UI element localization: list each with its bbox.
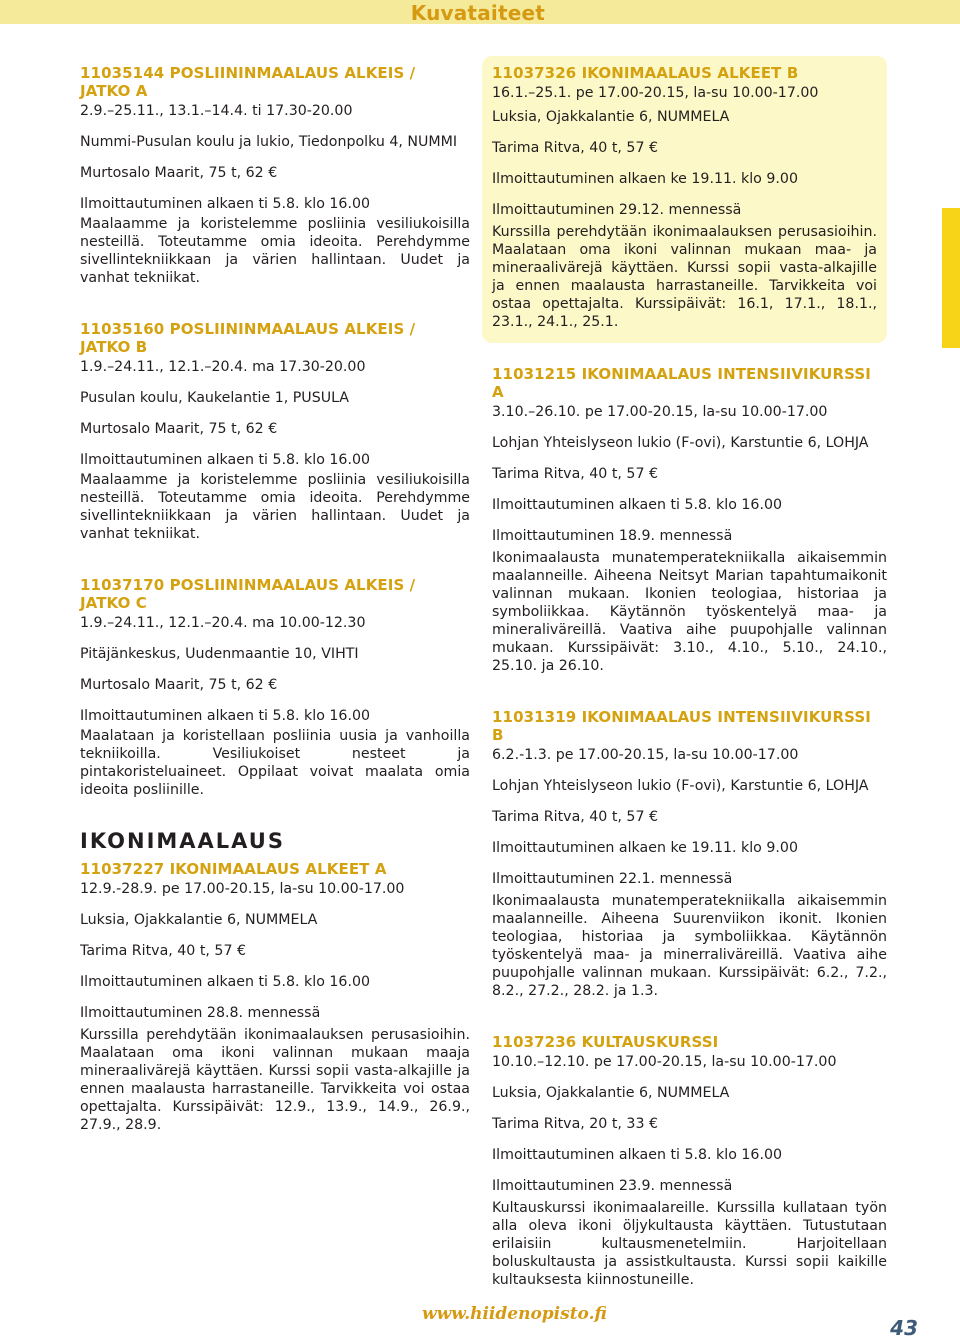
course-place: Luksia, Ojakkalantie 6, NUMMELA: [492, 109, 730, 125]
course-deadline: Ilmoittautuminen 23.9. mennessä: [492, 1178, 733, 1194]
course-teacher: Tarima Ritva, 40 t, 57 €: [492, 466, 659, 482]
course-teacher: Tarima Ritva, 40 t, 57 €: [80, 943, 247, 959]
course-place: Nummi-Pusulan koulu ja lukio, Tiedonpolku 4, NUMMI: [80, 134, 458, 150]
right-column: [492, 64, 887, 1322]
course-teacher: Murtosalo Maarit, 75 t, 62 €: [80, 677, 278, 693]
course-description: Kultauskurssi ikonimaalareille. Kurssilla kullataan työn alla oleva ikoni öljykultausta käyttäen. Tutustutaan erilaisiin kultausmenetelmiin. Harjoitellaan boluskultausta ja assistkultausta. Kurssi sopii kaikille kultauksesta kiinnostuneille.: [492, 1200, 887, 1288]
course-description: Ikonimaalausta munatemperatekniikalla aikaisemmin maalanneille. Aiheena Neitsyt Marian tapahtumaikonit valinnan mukaan. Ikonien teologiaa, historiaa ja symboliikkaa. Käytännön työskentelyä maa- ja mineraliväreillä. Vaativa aihe puupohjalle valinnan mukaan. Kurssipäivät: 3.10., 4.10., 5.10., 24.10., 25.10. ja 26.10.: [492, 550, 887, 674]
course-registration: Ilmoittautuminen alkaen ti 5.8. klo 16.00: [80, 974, 371, 990]
course-code-title: 11035160 POSLIININMAALAUS ALKEIS / JATKO B: [80, 320, 416, 356]
page-number: 43: [890, 1316, 918, 1340]
course-registration: Ilmoittautuminen alkaen ti 5.8. klo 16.00: [80, 708, 371, 724]
course-teacher: Tarima Ritva, 20 t, 33 €: [492, 1116, 659, 1132]
course-description: Maalaamme ja koristelemme posliinia vesiliukoisilla nesteillä. Toteutamme omia ideoita. Perehdymme sivellintekniikkaan ja värien hallintaan. Uudet ja vanhat tekniikat.: [80, 216, 470, 286]
course-listing: [492, 708, 887, 1000]
course-code-title: 11037227 IKONIMAALAUS ALKEET A: [80, 860, 387, 878]
course-listing: [492, 1033, 887, 1289]
course-dates: 1.9.–24.11., 12.1.–20.4. ma 17.30-20.00: [80, 359, 366, 375]
page-header-bar: [0, 0, 960, 24]
course-teacher: Murtosalo Maarit, 75 t, 62 €: [80, 421, 278, 437]
course-listing: [492, 365, 887, 675]
course-code-title: 11037326 IKONIMAALAUS ALKEET B: [492, 64, 799, 82]
course-deadline: Ilmoittautuminen 29.12. mennessä: [492, 202, 742, 218]
course-place: Luksia, Ojakkalantie 6, NUMMELA: [80, 912, 318, 928]
side-tab-marker: [942, 208, 960, 348]
course-registration: Ilmoittautuminen alkaen ti 5.8. klo 16.00: [80, 452, 371, 468]
course-registration: Ilmoittautuminen alkaen ti 5.8. klo 16.00: [80, 196, 371, 212]
course-dates: 6.2.-1.3. pe 17.00-20.15, la-su 10.00-17.00: [492, 747, 799, 763]
course-description: Maalaamme ja koristelemme posliinia vesiliukoisilla nesteillä. Toteutamme omia ideoita. Perehdymme sivellintekniikkaan ja värien hallintaan. Uudet ja vanhat tekniikat.: [80, 472, 470, 542]
course-description: Maalataan ja koristellaan posliinia uusia ja vanhoilla tekniikoilla. Vesiliukoiset nesteet ja pintakoristeluaineet. Oppilaat voivat maalata omia ideoita posliinille.: [80, 728, 470, 798]
course-teacher: Tarima Ritva, 40 t, 57 €: [492, 809, 659, 825]
course-deadline: Ilmoittautuminen 28.8. mennessä: [80, 1005, 321, 1021]
course-deadline: Ilmoittautuminen 18.9. mennessä: [492, 528, 733, 544]
course-description: Kurssilla perehdytään ikonimaalauksen perusasioihin. Maalataan oma ikoni valinnan mukaan maa- ja mineraalivärejä käyttäen. Kurssi sopii vasta-alkajille ja ennen maalausta harrastaneille. Tarvikkeita voi ostaa opettajalta. Kurssipäivät: 16.1, 17.1., 18.1., 23.1., 24.1., 25.1.: [492, 224, 877, 330]
course-registration: Ilmoittautuminen alkaen ke 19.11. klo 9.00: [492, 171, 798, 187]
course-dates: 16.1.–25.1. pe 17.00-20.15, la-su 10.00-17.00: [492, 85, 819, 101]
course-place: Lohjan Yhteislyseon lukio (F-ovi), Karstuntie 6, LOHJA: [492, 435, 869, 451]
course-dates: 12.9.-28.9. pe 17.00-20.15, la-su 10.00-17.00: [80, 881, 405, 897]
course-listing: [80, 576, 470, 799]
course-dates: 2.9.–25.11., 13.1.–14.4. ti 17.30-20.00: [80, 103, 353, 119]
course-place: Pitäjänkeskus, Uudenmaantie 10, VIHTI: [80, 646, 359, 662]
course-code-title: 11031319 IKONIMAALAUS INTENSIIVIKURSSI B: [492, 708, 871, 744]
course-description: Kurssilla perehdytään ikonimaalauksen perusasioihin. Maalataan oma ikoni valinnan mukaan maaja mineraalivärejä käyttäen. Kurssi sopii vasta-alkajille ja ennen maalausta harrastaneille. Tarvikkeita voi ostaa opettajalta. Kurssipäivät: 12.9., 13.9., 14.9., 26.9., 27.9., 28.9.: [80, 1027, 470, 1133]
course-dates: 10.10.–12.10. pe 17.00-20.15, la-su 10.00-17.00: [492, 1054, 837, 1070]
course-registration: Ilmoittautuminen alkaen ti 5.8. klo 16.00: [492, 1147, 783, 1163]
course-deadline: Ilmoittautuminen 22.1. mennessä: [492, 871, 733, 887]
course-code-title: 11031215 IKONIMAALAUS INTENSIIVIKURSSI A: [492, 365, 871, 401]
course-code-title: 11035144 POSLIININMAALAUS ALKEIS / JATKO A: [80, 64, 416, 100]
course-registration: Ilmoittautuminen alkaen ti 5.8. klo 16.00: [492, 497, 783, 513]
left-column: [80, 64, 470, 1167]
course-listing: [80, 860, 470, 1134]
course-listing: [80, 320, 470, 543]
course-dates: 3.10.–26.10. pe 17.00-20.15, la-su 10.00-17.00: [492, 404, 828, 420]
course-place: Luksia, Ojakkalantie 6, NUMMELA: [492, 1085, 730, 1101]
section-header-title: Kuvataiteet: [410, 1, 545, 25]
course-teacher: Tarima Ritva, 40 t, 57 €: [492, 140, 659, 156]
course-listing: [80, 64, 470, 287]
course-place: Lohjan Yhteislyseon lukio (F-ovi), Karstuntie 6, LOHJA: [492, 778, 869, 794]
course-dates: 1.9.–24.11., 12.1.–20.4. ma 10.00-12.30: [80, 615, 366, 631]
course-registration: Ilmoittautuminen alkaen ke 19.11. klo 9.00: [492, 840, 798, 856]
course-description: Ikonimaalausta munatemperatekniikalla aikaisemmin maalanneille. Aiheena Suurenviikon ikonit. Ikonien teologiaa, historiaa ja symboliikkaa. Käytännön työskentelyä maa- ja minerraliväreillä. Vaativa aihe puupohjalle valinnan mukaan. Kurssipäivät: 6.2., 7.2., 8.2., 27.2., 28.2. ja 1.3.: [492, 893, 887, 999]
course-place: Pusulan koulu, Kaukelantie 1, PUSULA: [80, 390, 350, 406]
course-teacher: Murtosalo Maarit, 75 t, 62 €: [80, 165, 278, 181]
section-heading: IKONIMAALAUS: [80, 829, 285, 853]
website-link[interactable]: www.hiidenopisto.fi: [422, 1304, 607, 1324]
course-code-title: 11037236 KULTAUSKURSSI: [492, 1033, 719, 1051]
course-code-title: 11037170 POSLIININMAALAUS ALKEIS / JATKO C: [80, 576, 416, 612]
course-listing-highlighted: [482, 56, 887, 343]
